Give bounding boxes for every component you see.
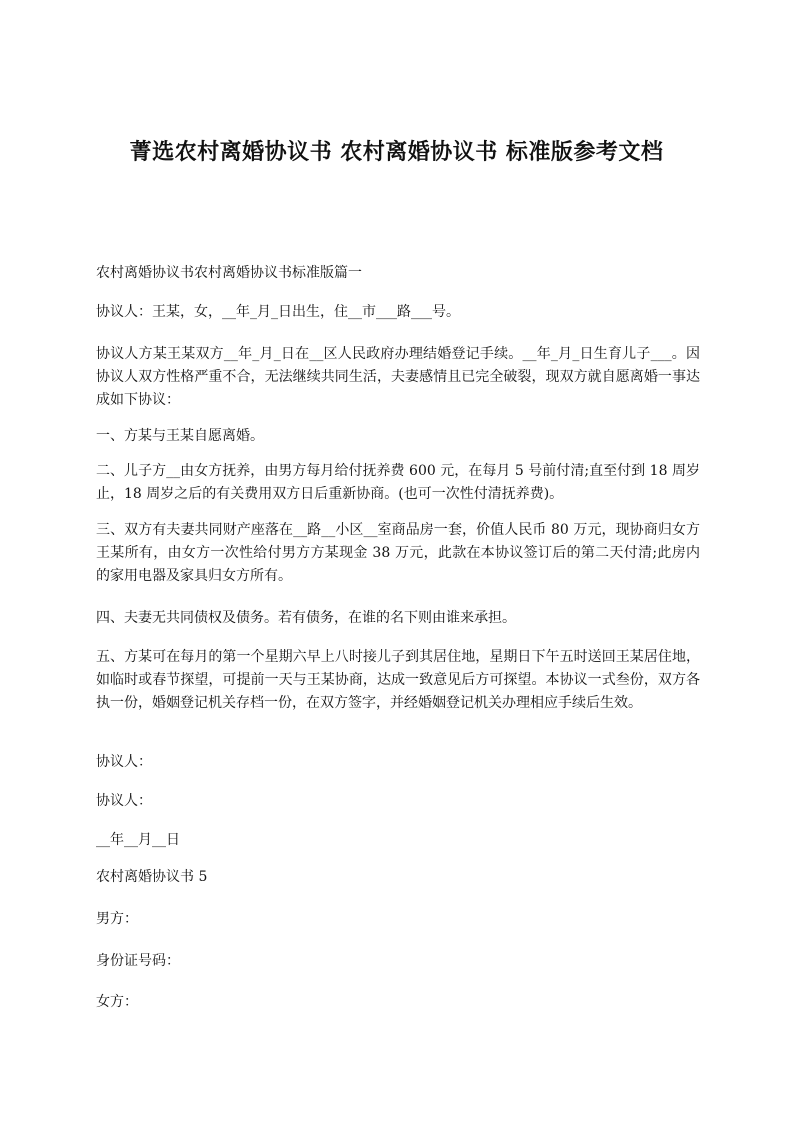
clause-5-paragraph: 五、方某可在每月的第一个星期六早上八时接儿子到其居住地，星期日下午五时送回王某居住地，如临时或春节探望，可提前一天与王某协商，达成一致意见后方可探望。本协议一式叁份，双方各执一份，婚姻登记机关存档一份，在双方签字，并经婚姻登记机关办理相应手续后生效。 — [96, 649, 700, 711]
section-heading: 农村离婚协议书农村离婚协议书标准版篇一 — [96, 265, 362, 281]
id-number-label: 身份证号码： — [96, 953, 180, 969]
female-party-label: 女方： — [96, 994, 138, 1010]
clause-2-paragraph: 二、儿子方__由女方抚养，由男方每月给付抚养费 600 元，在每月 5 号前付清;直至付到 18 周岁止，18 周岁之后的有关费用双方日后重新协商。(也可一次性付清抚养费)。 — [96, 463, 700, 502]
signature-label-2: 协议人： — [96, 793, 152, 809]
document-title: 菁选农村离婚协议书 农村离婚协议书 标准版参考文档 — [129, 140, 664, 165]
party-info-paragraph: 协议人：王某，女，__年_月_日出生，住__市___路___号。 — [96, 304, 460, 320]
clause-3-paragraph: 三、双方有夫妻共同财产座落在__路__小区__室商品房一套，价值人民币 80 万元，现协商归女方王某所有，由女方一次性给付男方方某现金 38 万元，此款在本协议签订后的第二天付清;此房内的家用电器及家具归女方所有。 — [96, 522, 700, 584]
second-agreement-heading: 农村离婚协议书 5 — [96, 869, 208, 885]
male-party-label: 男方： — [96, 911, 138, 927]
clause-4-paragraph: 四、夫妻无共同债权及债务。若有债务，在谁的名下则由谁来承担。 — [96, 610, 516, 626]
signature-label-1: 协议人： — [96, 754, 152, 770]
clause-1-paragraph: 一、方某与王某自愿离婚。 — [96, 428, 264, 444]
date-line: __年__月__日 — [96, 832, 180, 848]
preamble-paragraph: 协议人方某王某双方__年_月_日在__区人民政府办理结婚登记手续。__年_月_日生育儿子___。因协议人双方性格严重不合，无法继续共同生活，夫妻感情且已完全破裂，现双方就自愿离婚一事达成如下协议： — [96, 346, 700, 408]
